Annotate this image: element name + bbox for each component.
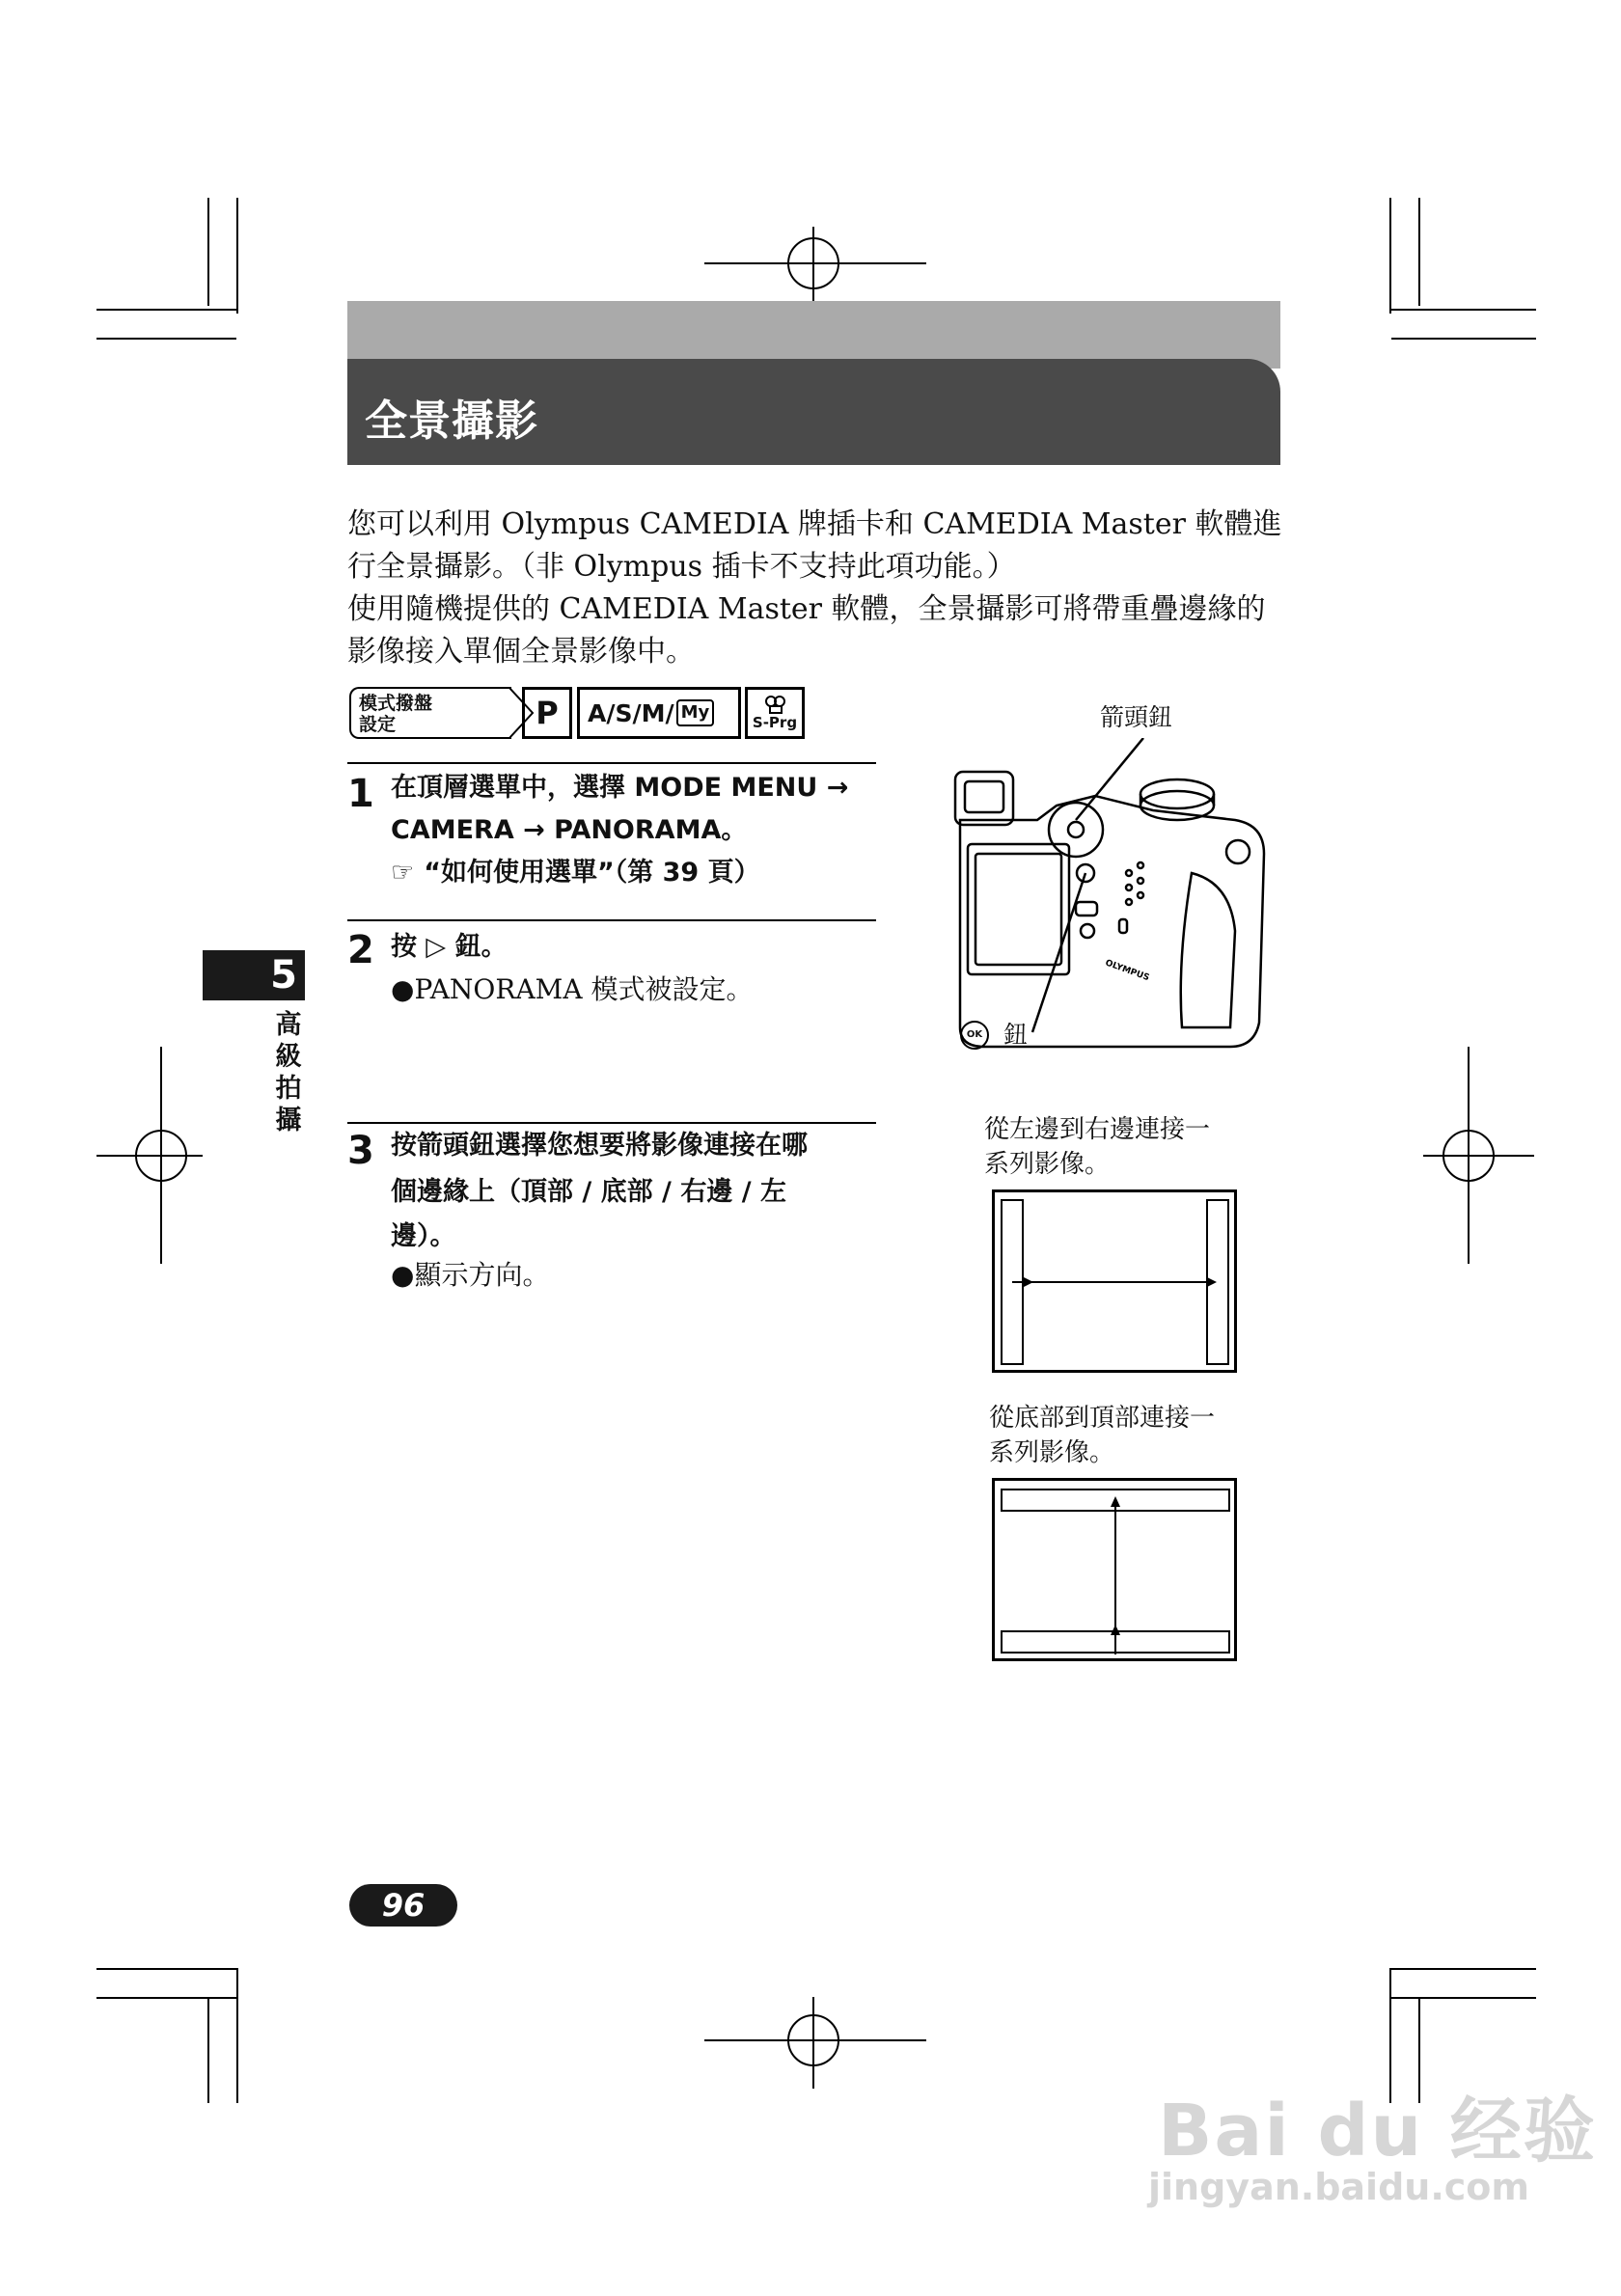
watermark-logo: Bai du 经验 bbox=[1158, 2090, 1597, 2173]
chapter-number-tab: 5 bbox=[203, 950, 305, 1000]
diagram-lr-caption-1: 從左邊到右邊連接一 bbox=[984, 1115, 1211, 1144]
chapter-title: 高級拍攝 bbox=[275, 1010, 302, 1135]
arrow-button-label: 箭頭鈕 bbox=[1100, 703, 1173, 731]
step-1-reference bbox=[391, 852, 760, 894]
step-2-bullet bbox=[391, 970, 753, 1009]
step-2-number: 2 bbox=[347, 928, 374, 972]
page-number: 96 bbox=[349, 1884, 457, 1927]
mode-p: P bbox=[522, 687, 572, 739]
step-3-line-2: 個邊緣上（頂部 / 底部 / 右邊 / 左 bbox=[391, 1177, 786, 1207]
step-3-number: 3 bbox=[347, 1129, 374, 1173]
step-3-line-1: 按箭頭鈕選擇您想要將影像連接在哪 bbox=[391, 1131, 808, 1161]
camera-illustration bbox=[941, 738, 1274, 1052]
mode-dial-label-line1: 模式撥盤 bbox=[359, 693, 433, 714]
intro-line-1: 您可以利用 Olympus CAMEDIA 牌插卡和 CAMEDIA Master 軟體進 bbox=[347, 507, 1282, 541]
mode-dial-label-line2: 設定 bbox=[359, 714, 397, 735]
diagram-bottom-to-top bbox=[992, 1478, 1237, 1661]
bullet-dot-icon: ● bbox=[391, 1259, 415, 1291]
intro-line-3: 使用隨機提供的 CAMEDIA Master 軟體，全景攝影可將帶重疊邊緣的 bbox=[347, 592, 1266, 626]
diagram-left-to-right bbox=[992, 1189, 1237, 1373]
camera-brand: OLYMPUS bbox=[1103, 958, 1151, 984]
page-title: 全景攝影 bbox=[365, 396, 538, 446]
watermark-url: jingyan.baidu.com bbox=[1148, 2166, 1529, 2208]
mode-asm bbox=[577, 687, 741, 739]
diagram-lr-caption-2: 系列影像。 bbox=[984, 1150, 1111, 1179]
step-1-reference-text: “如何使用選單”（第 39 頁） bbox=[424, 858, 760, 888]
diagram-bt-caption-2: 系列影像。 bbox=[989, 1438, 1115, 1467]
step-1-number: 1 bbox=[347, 772, 374, 816]
bullet-dot-icon: ● bbox=[391, 973, 415, 1005]
intro-line-2: 行全景攝影。（非 Olympus 插卡不支持此項功能。） bbox=[347, 550, 1016, 584]
step-3-rule bbox=[347, 1122, 876, 1124]
step-2-rule bbox=[347, 919, 876, 921]
step-2-bullet-text: PANORAMA 模式被設定。 bbox=[414, 973, 754, 1005]
step-2-line-1: 按 ▷ 鈕。 bbox=[391, 932, 508, 962]
step-1-line-2: CAMERA → PANORAMA。 bbox=[391, 815, 748, 845]
step-1-rule bbox=[347, 762, 876, 764]
step-1-line-1: 在頂層選單中，選擇 MODE MENU → bbox=[391, 773, 849, 803]
mode-asm-label: A/S/M/ bbox=[588, 698, 674, 727]
mode-my-icon: My bbox=[676, 699, 715, 726]
mode-sprg-label: S-Prg bbox=[752, 714, 798, 731]
scene-program-icon bbox=[762, 695, 787, 714]
hand-pointer-icon: ☞ bbox=[391, 858, 415, 888]
step-3-bullet bbox=[391, 1256, 549, 1295]
diagram-bt-caption-1: 從底部到頂部連接一 bbox=[989, 1404, 1216, 1433]
mode-sprg bbox=[745, 687, 805, 739]
mode-dial-label bbox=[349, 687, 511, 739]
ok-button-icon: OK bbox=[960, 1021, 989, 1050]
step-3-line-3: 邊）。 bbox=[391, 1221, 456, 1251]
step-3-bullet-text: 顯示方向。 bbox=[414, 1259, 550, 1291]
intro-line-4: 影像接入單個全景影像中。 bbox=[347, 635, 695, 669]
ok-button-label: 鈕 bbox=[1003, 1021, 1029, 1049]
